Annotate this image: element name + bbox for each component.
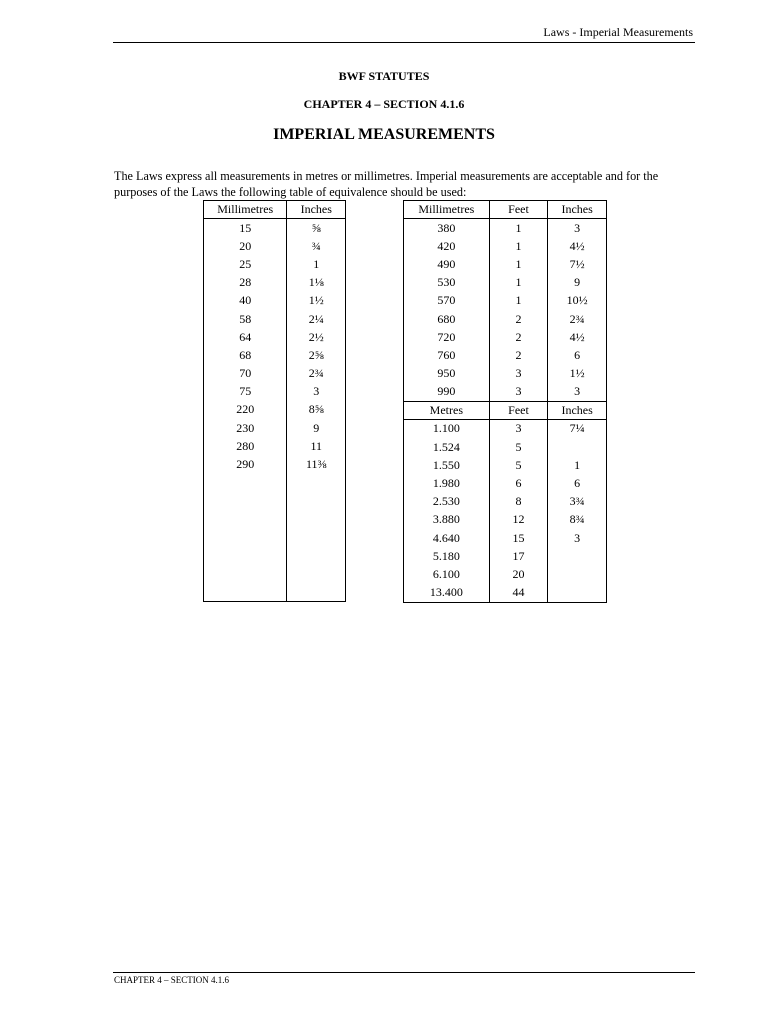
column-header: Feet — [489, 401, 548, 419]
chapter-heading: CHAPTER 4 – SECTION 4.1.6 — [303, 97, 465, 111]
table-cell: 3 — [548, 383, 607, 402]
table-cell: 6 — [489, 474, 548, 492]
table-cell: 20 — [489, 565, 548, 583]
table-header-row — [204, 201, 346, 219]
table-cell: 5.180 — [404, 547, 490, 565]
table-row — [204, 310, 346, 328]
table-row — [404, 346, 607, 364]
empty-cell — [287, 474, 346, 602]
table-cell: ⅝ — [287, 219, 346, 238]
table-cell: 1 — [489, 274, 548, 292]
table-cell: 760 — [404, 346, 490, 364]
table-row — [404, 438, 607, 456]
table-cell: 40 — [204, 292, 287, 310]
table-cell: 680 — [404, 310, 490, 328]
table-cell: 1 — [287, 255, 346, 273]
table-cell: 6.100 — [404, 565, 490, 583]
table-cell: 1.550 — [404, 456, 490, 474]
table-row — [204, 237, 346, 255]
table-cell: 13.400 — [404, 584, 490, 603]
table-row — [404, 456, 607, 474]
table-row — [204, 419, 346, 437]
table-cell: 7¼ — [548, 419, 607, 438]
running-header: Laws - Imperial Measurements — [543, 25, 693, 39]
table-cell: 2 — [489, 310, 548, 328]
table-cell: 4½ — [548, 328, 607, 346]
column-header: Millimetres — [404, 201, 490, 219]
table-row — [404, 274, 607, 292]
table-row — [204, 365, 346, 383]
table-header-row — [404, 201, 607, 219]
table-row — [404, 383, 607, 402]
table-cell: 220 — [204, 401, 287, 419]
table-cell: 9 — [548, 274, 607, 292]
table-cell: 1 — [489, 255, 548, 273]
table-cell: 4½ — [548, 237, 607, 255]
table-row — [204, 455, 346, 473]
table-cell: 990 — [404, 383, 490, 402]
table-cell: 6 — [548, 346, 607, 364]
table-row — [404, 565, 607, 583]
table-cell: 2 — [489, 346, 548, 364]
table-cell — [548, 584, 607, 603]
table-row — [404, 365, 607, 383]
table-cell: 230 — [204, 419, 287, 437]
footer-rule — [113, 972, 695, 973]
table-cell: 58 — [204, 310, 287, 328]
table-row — [404, 529, 607, 547]
table-cell: 2¾ — [287, 365, 346, 383]
table-cell: 15 — [204, 219, 287, 238]
table-cell: 3 — [489, 419, 548, 438]
table-cell: 8¾ — [548, 511, 607, 529]
column-header: Metres — [404, 401, 490, 419]
table-cell: 3 — [489, 383, 548, 402]
table-cell: 1 — [489, 237, 548, 255]
table-cell: 2.530 — [404, 493, 490, 511]
table-cell: 1⅛ — [287, 274, 346, 292]
table-cell: 2¾ — [548, 310, 607, 328]
table-cell: 15 — [489, 529, 548, 547]
page-title: IMPERIAL MEASUREMENTS — [273, 126, 495, 143]
table-row — [404, 584, 607, 603]
table-cell: 70 — [204, 365, 287, 383]
table-row — [404, 474, 607, 492]
table-cell: 1.100 — [404, 419, 490, 438]
table-cell: 380 — [404, 219, 490, 238]
table-subheader-row — [404, 401, 607, 419]
table-cell — [548, 565, 607, 583]
table-cell: 3 — [548, 219, 607, 238]
table-cell — [548, 438, 607, 456]
table-cell: 25 — [204, 255, 287, 273]
table-cell: 2 — [489, 328, 548, 346]
table-row — [404, 493, 607, 511]
table-cell: 490 — [404, 255, 490, 273]
table-row — [404, 237, 607, 255]
millimetres-feet-inches-table — [403, 200, 607, 603]
table-cell: ¾ — [287, 237, 346, 255]
header-rule — [113, 42, 695, 43]
table-cell: 3 — [489, 365, 548, 383]
table-cell: 9 — [287, 419, 346, 437]
table-row — [404, 419, 607, 438]
table-row — [404, 219, 607, 238]
table-cell: 44 — [489, 584, 548, 603]
table-cell: 1 — [489, 292, 548, 310]
table-row — [204, 219, 346, 238]
empty-cell — [204, 474, 287, 602]
table-cell: 4.640 — [404, 529, 490, 547]
table-cell: 1½ — [287, 292, 346, 310]
table-cell: 20 — [204, 237, 287, 255]
table-cell: 420 — [404, 237, 490, 255]
table-cell: 7½ — [548, 255, 607, 273]
table-cell: 17 — [489, 547, 548, 565]
table-cell: 3 — [548, 529, 607, 547]
table-row — [204, 383, 346, 401]
table-cell: 1.524 — [404, 438, 490, 456]
table-cell: 11⅜ — [287, 455, 346, 473]
table-row — [404, 328, 607, 346]
table-cell: 1 — [489, 219, 548, 238]
table-filler-row — [204, 474, 346, 602]
table-row — [204, 328, 346, 346]
table-cell: 290 — [204, 455, 287, 473]
table-cell: 5 — [489, 438, 548, 456]
table-cell: 12 — [489, 511, 548, 529]
table-cell: 1½ — [548, 365, 607, 383]
column-header: Millimetres — [204, 201, 287, 219]
table-cell: 68 — [204, 346, 287, 364]
table-row — [404, 310, 607, 328]
table-cell: 10½ — [548, 292, 607, 310]
table-row — [404, 511, 607, 529]
table-cell: 11 — [287, 437, 346, 455]
table-cell: 75 — [204, 383, 287, 401]
table-cell: 5 — [489, 456, 548, 474]
column-header: Inches — [287, 201, 346, 219]
table-row — [404, 255, 607, 273]
page-footer: CHAPTER 4 – SECTION 4.1.6 — [114, 975, 230, 985]
table-row — [204, 437, 346, 455]
table-cell: 3.880 — [404, 511, 490, 529]
table-cell: 64 — [204, 328, 287, 346]
table-cell: 1 — [548, 456, 607, 474]
table-cell: 2½ — [287, 328, 346, 346]
table-row — [204, 255, 346, 273]
intro-paragraph: The Laws express all measurements in metres or millimetres. Imperial measurements are acceptable and for the purposes of the Laws the following table of equivalence should be used: — [114, 169, 659, 200]
column-header: Feet — [489, 201, 548, 219]
table-row — [404, 292, 607, 310]
table-cell — [548, 547, 607, 565]
table-cell: 950 — [404, 365, 490, 383]
table-cell: 720 — [404, 328, 490, 346]
table-cell: 8 — [489, 493, 548, 511]
table-cell: 28 — [204, 274, 287, 292]
table-row — [204, 401, 346, 419]
table-cell: 6 — [548, 474, 607, 492]
table-cell: 3¾ — [548, 493, 607, 511]
table-cell: 280 — [204, 437, 287, 455]
millimetres-inches-table — [203, 200, 346, 602]
table-row — [404, 547, 607, 565]
statutes-heading: BWF STATUTES — [338, 69, 430, 83]
table-row — [204, 274, 346, 292]
column-header: Inches — [548, 401, 607, 419]
table-cell: 2⅝ — [287, 346, 346, 364]
table-row — [204, 292, 346, 310]
table-cell: 530 — [404, 274, 490, 292]
table-cell: 1.980 — [404, 474, 490, 492]
table-cell: 2¼ — [287, 310, 346, 328]
table-row — [204, 346, 346, 364]
column-header: Inches — [548, 201, 607, 219]
table-cell: 570 — [404, 292, 490, 310]
table-cell: 3 — [287, 383, 346, 401]
table-cell: 8⅝ — [287, 401, 346, 419]
